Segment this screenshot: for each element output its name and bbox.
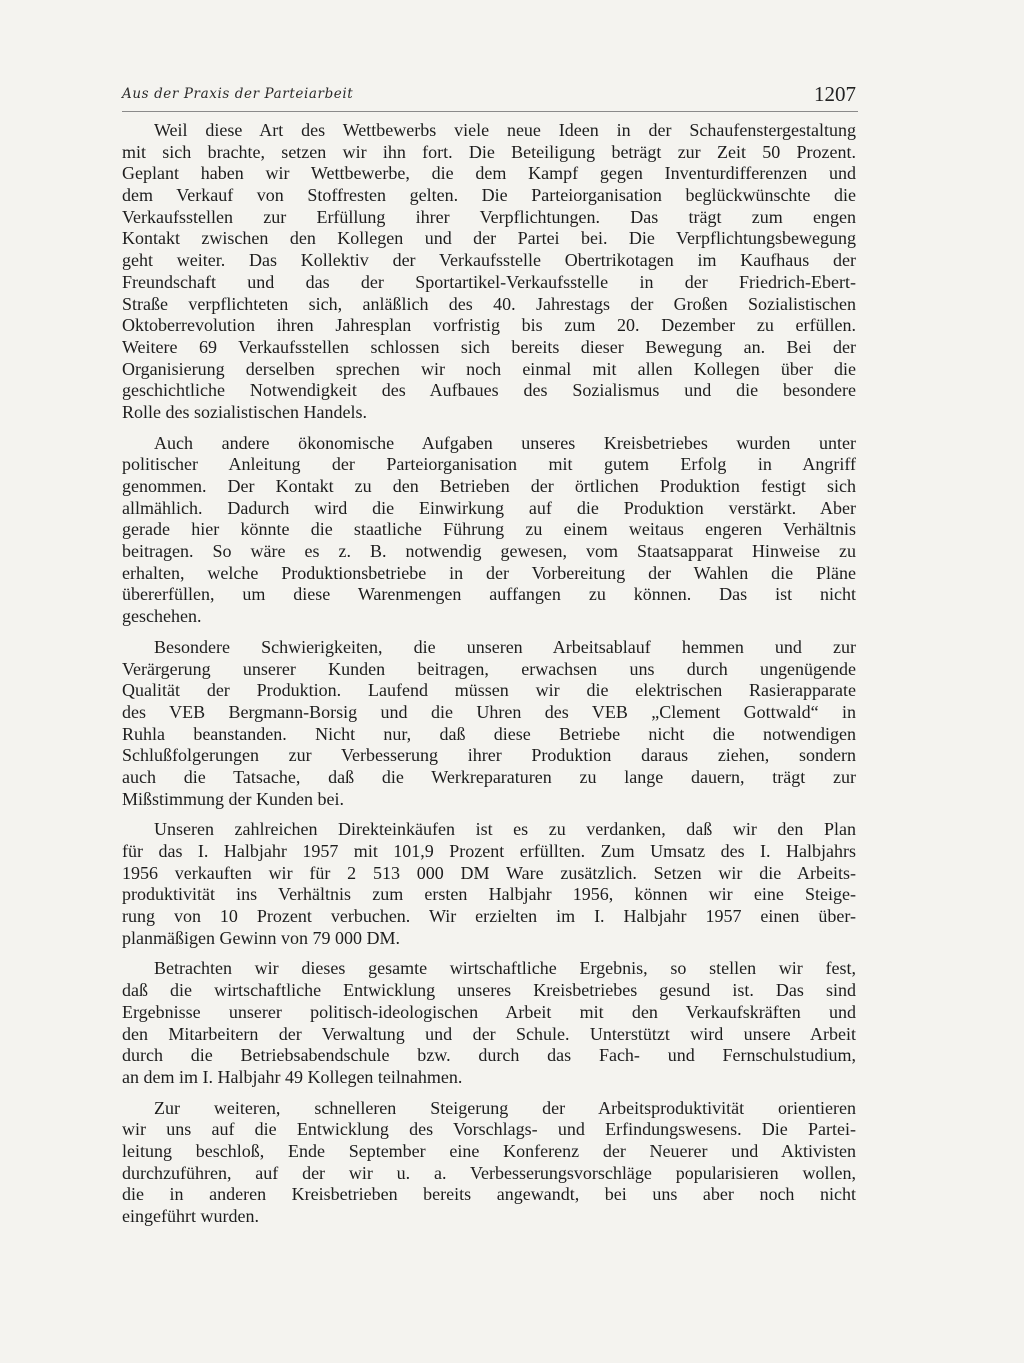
text-line: Rolle des sozialistischen Handels. [122, 401, 367, 422]
paragraph [122, 433, 856, 628]
text-line: leitung beschloß, Ende September eine Konferenz der Neuerer und Aktivisten [122, 1140, 856, 1161]
text-line: genommen. Der Kontakt zu den Betrieben der örtlichen Produktion festigt sich [122, 476, 856, 496]
text-line: allmählich. Dadurch wird die Einwirkung auf die Produktion verstärkt. Aber [122, 497, 856, 518]
text-line: die in anderen Kreisbetrieben bereits angewandt, bei uns aber noch nicht [122, 1184, 856, 1205]
text-line: 1956 verkauften wir für 2 513 000 DM Ware zusätzlich. Setzen wir die Arbeits- [122, 862, 856, 883]
text-line: durchzuführen, auf der wir u. a. Verbesserungsvorschläge popularisieren wollen, [122, 1162, 856, 1183]
text-line: den Mitarbeitern der Verwaltung und der Schule. Unterstützt wird unsere Arbeit [122, 1023, 856, 1044]
text-line: durch die Betriebsabendschule bzw. durch das Fach- und Fernschulstudium, [122, 1045, 856, 1066]
page-number: 1207 [814, 82, 856, 106]
text-line: planmäßigen Gewinn von 79 000 DM. [122, 927, 400, 948]
text-line: rung von 10 Prozent verbuchen. Wir erzielten im I. Halbjahr 1957 einen über- [122, 906, 856, 927]
text-line: politischer Anleitung der Parteiorganisation mit gutem Erfolg in Angriff [122, 454, 856, 475]
text-line: für das I. Halbjahr 1957 mit 101,9 Prozent erfüllten. Zum Umsatz des I. Halbjahrs [122, 841, 856, 861]
running-head [122, 82, 856, 110]
text-line: Ergebnisse unserer politisch-ideologischen Arbeit mit den Verkaufskräften und [122, 1001, 856, 1022]
paragraph [122, 637, 856, 811]
text-line: daß die wirtschaftliche Entwicklung unseres Kreisbetriebes gesund ist. Das sind [122, 980, 856, 1001]
text-line: auch die Tatsache, daß die Werkreparaturen zu lange dauern, trägt zur [122, 766, 856, 787]
text-line: Weil diese Art des Wettbewerbs viele neue Ideen in der Schaufenstergestaltung [154, 120, 856, 140]
header-rule [122, 111, 858, 112]
text-line: Auch andere ökonomische Aufgaben unseres Kreisbetriebes wurden unter [154, 432, 856, 453]
text-line: Geplant haben wir Wettbewerbe, die dem Kampf gegen Inventurdifferenzen und [122, 163, 856, 184]
text-line: Besondere Schwierigkeiten, die unseren Arbeitsablauf hemmen und zur [154, 636, 856, 657]
text-line: geschichtliche Notwendigkeit des Aufbaues des Sozialismus und die besondere [122, 380, 856, 401]
text-line: Mißstimmung der Kunden bei. [122, 788, 344, 809]
text-line: Kontakt zwischen den Kollegen und der Partei bei. Die Verpflichtungsbewegung [122, 228, 856, 249]
text-line: Qualität der Produktion. Laufend müssen wir die elektrischen Rasierapparate [122, 680, 856, 701]
paragraph [122, 1098, 856, 1228]
paragraph [122, 819, 856, 949]
text-line: dem Verkauf von Stoffresten gelten. Die Parteiorganisation beglückwünschte die [122, 185, 856, 206]
paragraph [122, 958, 856, 1088]
text-line: Unseren zahlreichen Direkteinkäufen ist es zu verdanken, daß wir den Plan [154, 819, 856, 840]
text-line: Weitere 69 Verkaufsstellen schlossen sich bereits dieser Bewegung an. Bei der [122, 336, 856, 357]
text-line: Oktoberrevolution ihren Jahresplan vorfristig bis zum 20. Dezember zu erfüllen. [122, 315, 856, 336]
text-line: Freundschaft und das der Sportartikel-Verkaufsstelle in der Friedrich-Ebert- [122, 271, 856, 292]
text-line: Organisierung derselben sprechen wir noch einmal mit allen Kollegen über die [122, 358, 856, 379]
text-line: mit sich brachte, setzen wir ihn fort. Die Beteiligung beträgt zur Zeit 50 Prozent. [122, 141, 856, 162]
text-line: eingeführt wurden. [122, 1206, 259, 1226]
body-text [122, 120, 856, 1237]
text-line: Ruhla beanstanden. Nicht nur, daß diese Betriebe nicht die notwendigen [122, 723, 856, 744]
text-line: beitragen. So wäre es z. B. notwendig gewesen, vom Staatsapparat Hinweise zu [122, 541, 856, 562]
text-line: Verärgerung unserer Kunden beitragen, erwachsen uns durch ungenügende [122, 658, 856, 679]
text-line: erhalten, welche Produktionsbetriebe in der Vorbereitung der Wahlen die Pläne [122, 562, 856, 583]
text-line: wir uns auf die Entwicklung des Vorschlags- und Erfindungswesens. Die Partei- [122, 1119, 856, 1140]
text-line: produktivität ins Verhältnis zum ersten Halbjahr 1956, können wir eine Steige- [122, 884, 856, 905]
text-line: Verkaufsstellen zur Erfüllung ihrer Verpflichtungen. Das trägt zum engen [122, 206, 856, 227]
text-line: an dem im I. Halbjahr 49 Kollegen teilnahmen. [122, 1066, 463, 1087]
text-line: Zur weiteren, schnelleren Steigerung der Arbeitsproduktivität orientieren [154, 1097, 856, 1118]
text-line: übererfüllen, um diese Warenmengen auffangen zu können. Das ist nicht [122, 584, 856, 605]
text-line: Betrachten wir dieses gesamte wirtschaftliche Ergebnis, so stellen wir fest, [154, 958, 856, 979]
text-line: gerade hier könnte die staatliche Führung zu einem weitaus engeren Verhältnis [122, 519, 856, 540]
text-line: Schlußfolgerungen zur Verbesserung ihrer Produktion daraus ziehen, sondern [122, 745, 856, 766]
text-line: des VEB Bergmann-Borsig und die Uhren des VEB „Clement Gottwald“ in [122, 701, 856, 722]
text-line: geschehen. [122, 606, 202, 627]
running-head-title: Aus der Praxis der Parteiarbeit [122, 86, 354, 102]
paragraph [122, 120, 856, 424]
text-line: Straße verpflichteten sich, anläßlich des 40. Jahrestags der Großen Sozialistischen [122, 293, 856, 314]
text-line: geht weiter. Das Kollektiv der Verkaufsstelle Obertrikotagen im Kaufhaus der [122, 250, 856, 271]
